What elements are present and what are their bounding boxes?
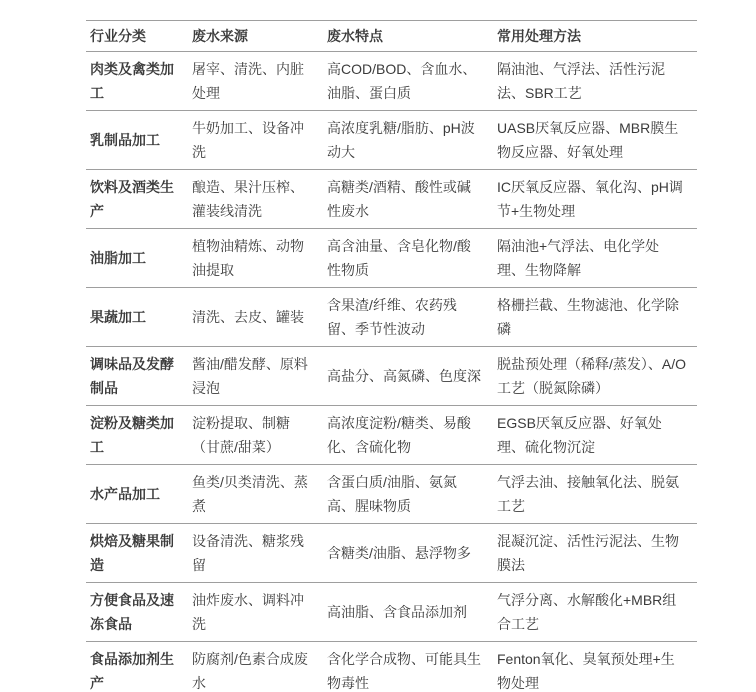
cell-traits: 高COD/BOD、含血水、油脂、蛋白质	[323, 52, 493, 111]
cell-industry: 水产品加工	[86, 465, 188, 524]
column-header-source: 废水来源	[188, 21, 323, 52]
column-header-methods: 常用处理方法	[493, 21, 697, 52]
cell-industry: 乳制品加工	[86, 111, 188, 170]
table-row	[86, 583, 697, 642]
cell-traits: 含果渣/纤维、农药残留、季节性波动	[323, 288, 493, 347]
cell-source: 油炸废水、调料冲洗	[188, 583, 323, 642]
table-row	[86, 524, 697, 583]
table-row	[86, 111, 697, 170]
cell-traits: 含蛋白质/油脂、氨氮高、腥味物质	[323, 465, 493, 524]
table-header-row	[86, 21, 697, 52]
cell-source: 植物油精炼、动物油提取	[188, 229, 323, 288]
cell-source: 牛奶加工、设备冲洗	[188, 111, 323, 170]
wastewater-industry-table	[86, 20, 697, 692]
table-row	[86, 465, 697, 524]
cell-industry: 肉类及禽类加工	[86, 52, 188, 111]
cell-industry: 调味品及发酵制品	[86, 347, 188, 406]
cell-traits: 含糖类/油脂、悬浮物多	[323, 524, 493, 583]
cell-methods: 混凝沉淀、活性污泥法、生物膜法	[493, 524, 697, 583]
cell-traits: 高浓度淀粉/糖类、易酸化、含硫化物	[323, 406, 493, 465]
cell-methods: 气浮去油、接触氧化法、脱氨工艺	[493, 465, 697, 524]
cell-source: 鱼类/贝类清洗、蒸煮	[188, 465, 323, 524]
cell-traits: 高含油量、含皂化物/酸性物质	[323, 229, 493, 288]
table-row	[86, 288, 697, 347]
cell-methods: 格栅拦截、生物滤池、化学除磷	[493, 288, 697, 347]
cell-industry: 果蔬加工	[86, 288, 188, 347]
cell-source: 酱油/醋发酵、原料浸泡	[188, 347, 323, 406]
cell-methods: 脱盐预处理（稀释/蒸发）、A/O工艺（脱氮除磷）	[493, 347, 697, 406]
table-row	[86, 52, 697, 111]
cell-industry: 淀粉及糖类加工	[86, 406, 188, 465]
cell-source: 酿造、果汁压榨、灌装线清洗	[188, 170, 323, 229]
cell-traits: 含化学合成物、可能具生物毒性	[323, 642, 493, 692]
cell-source: 防腐剂/色素合成废水	[188, 642, 323, 692]
cell-traits: 高糖类/酒精、酸性或碱性废水	[323, 170, 493, 229]
table-row	[86, 347, 697, 406]
cell-industry: 方便食品及速冻食品	[86, 583, 188, 642]
cell-methods: EGSB厌氧反应器、好氧处理、硫化物沉淀	[493, 406, 697, 465]
cell-methods: 气浮分离、水解酸化+MBR组合工艺	[493, 583, 697, 642]
column-header-industry: 行业分类	[86, 21, 188, 52]
column-header-traits: 废水特点	[323, 21, 493, 52]
cell-methods: Fenton氧化、臭氧预处理+生物处理	[493, 642, 697, 692]
cell-methods: UASB厌氧反应器、MBR膜生物反应器、好氧处理	[493, 111, 697, 170]
table-row	[86, 642, 697, 692]
cell-source: 清洗、去皮、罐装	[188, 288, 323, 347]
cell-traits: 高油脂、含食品添加剂	[323, 583, 493, 642]
cell-source: 设备清洗、糖浆残留	[188, 524, 323, 583]
cell-methods: 隔油池、气浮法、活性污泥法、SBR工艺	[493, 52, 697, 111]
cell-methods: 隔油池+气浮法、电化学处理、生物降解	[493, 229, 697, 288]
cell-industry: 油脂加工	[86, 229, 188, 288]
cell-traits: 高浓度乳糖/脂肪、pH波动大	[323, 111, 493, 170]
cell-methods: IC厌氧反应器、氧化沟、pH调节+生物处理	[493, 170, 697, 229]
table-row	[86, 229, 697, 288]
cell-traits: 高盐分、高氮磷、色度深	[323, 347, 493, 406]
cell-source: 屠宰、清洗、内脏处理	[188, 52, 323, 111]
cell-industry: 饮料及酒类生产	[86, 170, 188, 229]
cell-source: 淀粉提取、制糖（甘蔗/甜菜）	[188, 406, 323, 465]
cell-industry: 烘焙及糖果制造	[86, 524, 188, 583]
table-row	[86, 170, 697, 229]
table-row	[86, 406, 697, 465]
cell-industry: 食品添加剂生产	[86, 642, 188, 692]
